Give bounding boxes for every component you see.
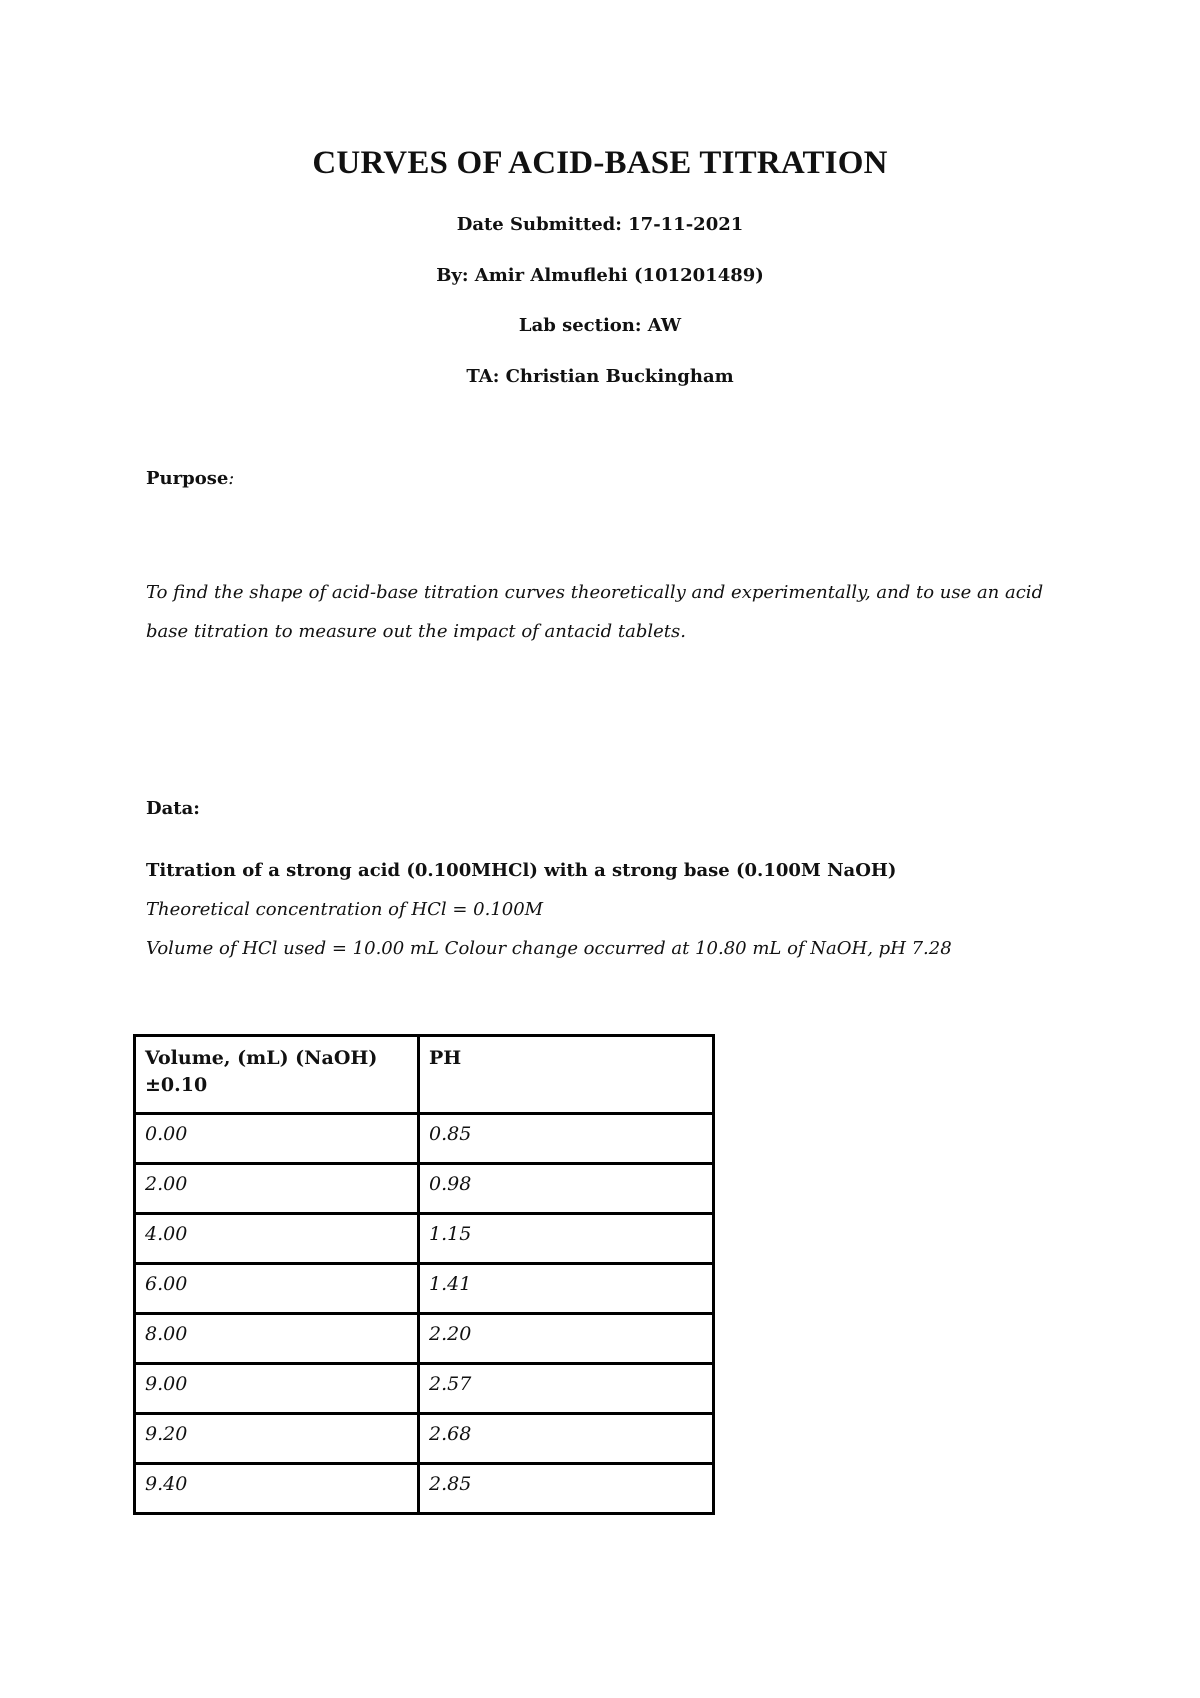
header-ph: PH xyxy=(419,1036,714,1114)
ph-cell: 0.85 xyxy=(419,1114,714,1164)
volume-colour-change: Volume of HCl used = 10.00 mL Colour change occurred at 10.80 mL of NaOH, pH 7.28 xyxy=(146,938,952,959)
ph-cell: 2.68 xyxy=(419,1414,714,1464)
table-row xyxy=(135,1314,714,1364)
table-row xyxy=(135,1114,714,1164)
header-volume: Volume, (mL) (NaOH)±0.10 xyxy=(135,1036,419,1114)
ph-cell: 1.15 xyxy=(419,1214,714,1264)
table-row xyxy=(135,1214,714,1264)
table-row xyxy=(135,1364,714,1414)
date-submitted: Date Submitted: 17-11-2021 xyxy=(456,214,744,235)
volume-cell: 6.00 xyxy=(135,1264,419,1314)
volume-cell: 8.00 xyxy=(135,1314,419,1364)
ph-cell: 2.20 xyxy=(419,1314,714,1364)
author-line: By: Amir Almuflehi (101201489) xyxy=(436,265,764,286)
volume-cell: 9.40 xyxy=(135,1464,419,1514)
purpose-heading-colon: : xyxy=(228,468,235,489)
data-heading: Data: xyxy=(146,798,200,819)
ph-cell: 1.41 xyxy=(419,1264,714,1314)
volume-cell: 0.00 xyxy=(135,1114,419,1164)
table-row xyxy=(135,1464,714,1514)
table-header-row xyxy=(135,1036,714,1114)
volume-cell: 9.20 xyxy=(135,1414,419,1464)
ta-line: TA: Christian Buckingham xyxy=(466,366,734,387)
volume-cell: 2.00 xyxy=(135,1164,419,1214)
lab-section: Lab section: AW xyxy=(518,315,682,336)
titration-subheading: Titration of a strong acid (0.100MHCl) with a strong base (0.100M NaOH) xyxy=(146,860,897,881)
table-row xyxy=(135,1414,714,1464)
theoretical-concentration: Theoretical concentration of HCl = 0.100M xyxy=(146,899,544,920)
table-row xyxy=(135,1164,714,1214)
titration-table xyxy=(133,1034,715,1515)
volume-cell: 4.00 xyxy=(135,1214,419,1264)
ph-cell: 2.57 xyxy=(419,1364,714,1414)
purpose-heading xyxy=(146,468,234,489)
purpose-heading-text: Purpose xyxy=(146,468,229,489)
volume-cell: 9.00 xyxy=(135,1364,419,1414)
document-title: CURVES OF ACID-BASE TITRATION xyxy=(312,145,888,181)
ph-cell: 0.98 xyxy=(419,1164,714,1214)
ph-cell: 2.85 xyxy=(419,1464,714,1514)
table-row xyxy=(135,1264,714,1314)
purpose-text: To find the shape of acid-base titration curves theoretically and experimentally, and to use an acid base titration to measure out the impact of antacid tablets. xyxy=(146,582,1044,642)
